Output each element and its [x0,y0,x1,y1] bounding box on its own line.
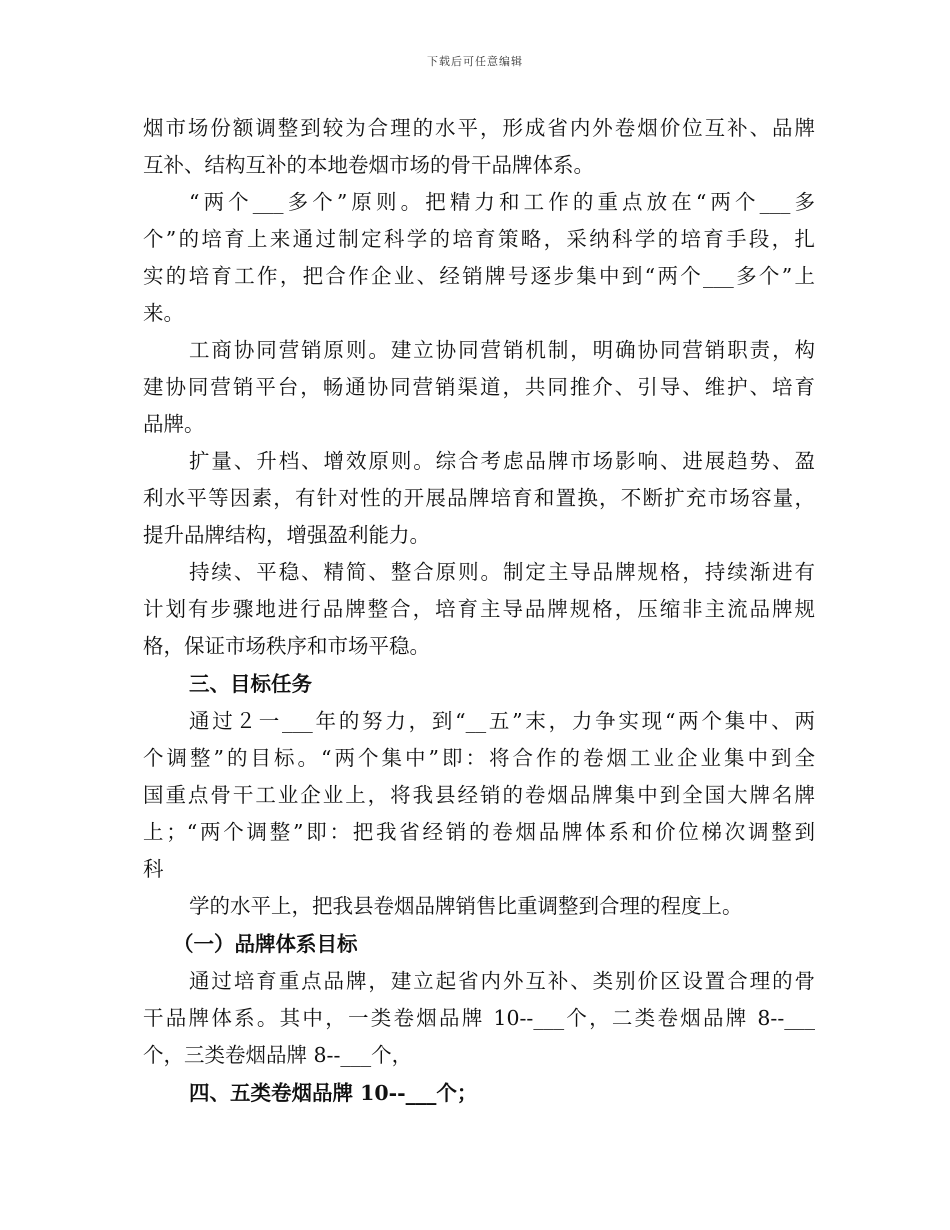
body-text-line: 来。 [143,301,184,325]
page-header-note: 下载后可任意编辑 [427,55,523,68]
body-text-line: 通过培育重点品牌，建立起省内外互补、类别价区设置合理的骨 [189,969,815,993]
body-text-line: 个调整”的目标。“两个集中”即：将合作的卷烟工业企业集中到全 [143,746,815,770]
body-text-line: 建协同营销平台，畅通协同营销渠道，共同推介、引导、维护、培育 [143,375,815,399]
body-text-line: 实的培育工作，把合作企业、经销牌号逐步集中到“两个___多个”上 [143,264,815,288]
body-text-line: 干品牌体系。其中，一类卷烟品牌 10--___个，二类卷烟品牌 8--___ [143,1006,815,1030]
document-body [143,110,815,1112]
body-text-line: 科 [143,857,164,881]
body-text-line: 扩量、升档、增效原则。综合考虑品牌市场影响、进展趋势、盈 [189,449,815,473]
body-text-line: 个”的培育上来通过制定科学的培育策略，采纳科学的培育手段，扎 [143,227,815,251]
section-heading-line: 四、五类卷烟品牌 10--___个； [189,1081,478,1105]
body-text-line: 提升品牌结构，增强盈利能力。 [143,523,430,547]
section-heading-line: 三、目标任务 [189,672,312,696]
section-heading-line: （一）品牌体系目标 [173,932,358,956]
body-text-line: 计划有步骤地进行品牌整合，培育主导品牌规格，压缩非主流品牌规 [143,597,815,621]
body-text-line: 学的水平上，把我县卷烟品牌销售比重调整到合理的程度上。 [189,894,743,918]
body-text-line: 烟市场份额调整到较为合理的水平，形成省内外卷烟价位互补、品牌 [143,116,815,140]
body-text-line: 通过２一___年的努力，到“__五”末，力争实现“两个集中、两 [189,709,815,733]
body-text-line: 国重点骨干工业企业上，将我县经销的卷烟品牌集中到全国大牌名牌 [143,783,815,807]
body-text-line: 上；“两个调整”即：把我省经销的卷烟品牌体系和价位梯次调整到 [143,820,815,844]
body-text-line: 个，三类卷烟品牌 8--___个， [143,1043,413,1067]
body-text-line: 工商协同营销原则。建立协同营销机制，明确协同营销职责，构 [189,338,815,362]
body-text-line: 互补、结构互补的本地卷烟市场的骨干品牌体系。 [143,153,594,177]
body-text-line: 格，保证市场秩序和市场平稳。 [143,634,430,658]
body-text-line: “两个___多个”原则。把精力和工作的重点放在“两个___多 [189,190,815,214]
body-text-line: 品牌。 [143,412,205,436]
body-text-line: 利水平等因素，有针对性的开展品牌培育和置换，不断扩充市场容量， [143,486,815,510]
body-text-line: 持续、平稳、精简、整合原则。制定主导品牌规格，持续渐进有 [189,560,815,584]
